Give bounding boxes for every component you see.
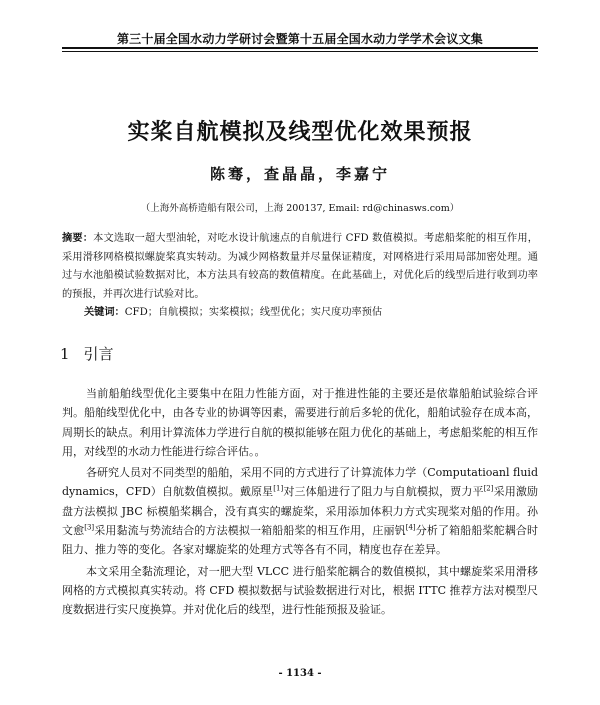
paper-title: 实桨自航模拟及线型优化效果预报 (127, 120, 473, 145)
paragraph (62, 463, 538, 559)
paragraph: 当前船舶线型优化主要集中在阻力性能方面，对于推进性能的主要还是依靠船舶试验综合评判。船舶线型优化中，由各专业的协调等因素，需要进行前后多轮的优化，船舶试验存在成本高，周期长的缺点。利用计算流体力学进行自航的模拟能够在阻力优化的基础上，考虑船桨舵的相互作用，对线型的水动力性能进行综合评估。。 (62, 387, 538, 458)
paragraph: 本文采用全黏流理论，对一肥大型 VLCC 进行船桨舵耦合的数值模拟，其中螺旋桨采用滑移网格的方式模拟真实转动。将 CFD 模拟数据与试验数据进行对比，根据 ITTC 推荐方法对模型尺度数据进行实尺度换算。并对优化后的线型，进行性能预报及验证。 (62, 564, 538, 617)
paragraph-text: 对三体船进行了阻力与自航模拟，贾力平 (283, 485, 484, 499)
paragraph-text: 分析了箱船船桨舵耦合时阻力、推力等的变化。各家对螺旋桨的处理方式等各有不同，精度也存在差异。 (62, 524, 539, 557)
keywords-label: 关键词： (84, 307, 125, 318)
keywords-text: CFD；自航模拟；实桨模拟；线型优化；实尺度功率预估 (124, 307, 383, 318)
section-number: 1 (60, 345, 70, 363)
header-rule-thin (62, 51, 538, 52)
paragraph-text: 采用黏流与势流结合的方法模拟一箱船船桨的相互作用，庄丽钒 (94, 524, 406, 538)
paper-authors: 陈骞，查晶晶，李嘉宁 (209, 165, 390, 183)
abstract-label: 摘要： (62, 233, 94, 244)
paragraph-text: 采用激励盘方法模拟 JBC 标模船桨耦合，没有真实的螺旋桨，采用添加体积力方式实现桨对船的作用。孙文愈 (62, 485, 538, 538)
paper-affiliation: （上海外高桥造船有限公司，上海 200137, Email: rd@chinasws.com） (140, 203, 460, 214)
section-title: 引言 (83, 345, 114, 363)
abstract-text: 本文选取一超大型油轮，对吃水设计航速点的自航进行 CFD 数值模拟。考虑船桨舵的相互作用，采用滑移网格模拟螺旋桨真实转动。为减少网格数量并尽量保证精度，对网格进行采用局部加密处理。通过与水池船模试验数据对比，本方法具有较高的数值精度。在此基础上，对优化后的线型后进行收到功率的预报，并再次进行试验对比。 (62, 233, 538, 300)
paragraph-text: 各研究人员对不同类型的船舶，采用不同的方式进行了计算流体力学（Computatioanl fluid dynamics，CFD）自航数值模拟。戴原星 (62, 466, 538, 499)
citation: [4] (405, 523, 416, 532)
header-rule-thick (62, 47, 538, 49)
citation: [1] (273, 484, 284, 493)
body-text (62, 384, 538, 622)
running-head: 第三十届全国水动力学研讨会暨第十五届全国水动力学学术会议文集 (116, 32, 483, 46)
section-heading (60, 343, 114, 364)
citation: [3] (84, 523, 95, 532)
keywords (62, 303, 538, 318)
page-number: - 1134 - (278, 668, 322, 679)
abstract (62, 230, 538, 304)
citation: [2] (483, 484, 494, 493)
